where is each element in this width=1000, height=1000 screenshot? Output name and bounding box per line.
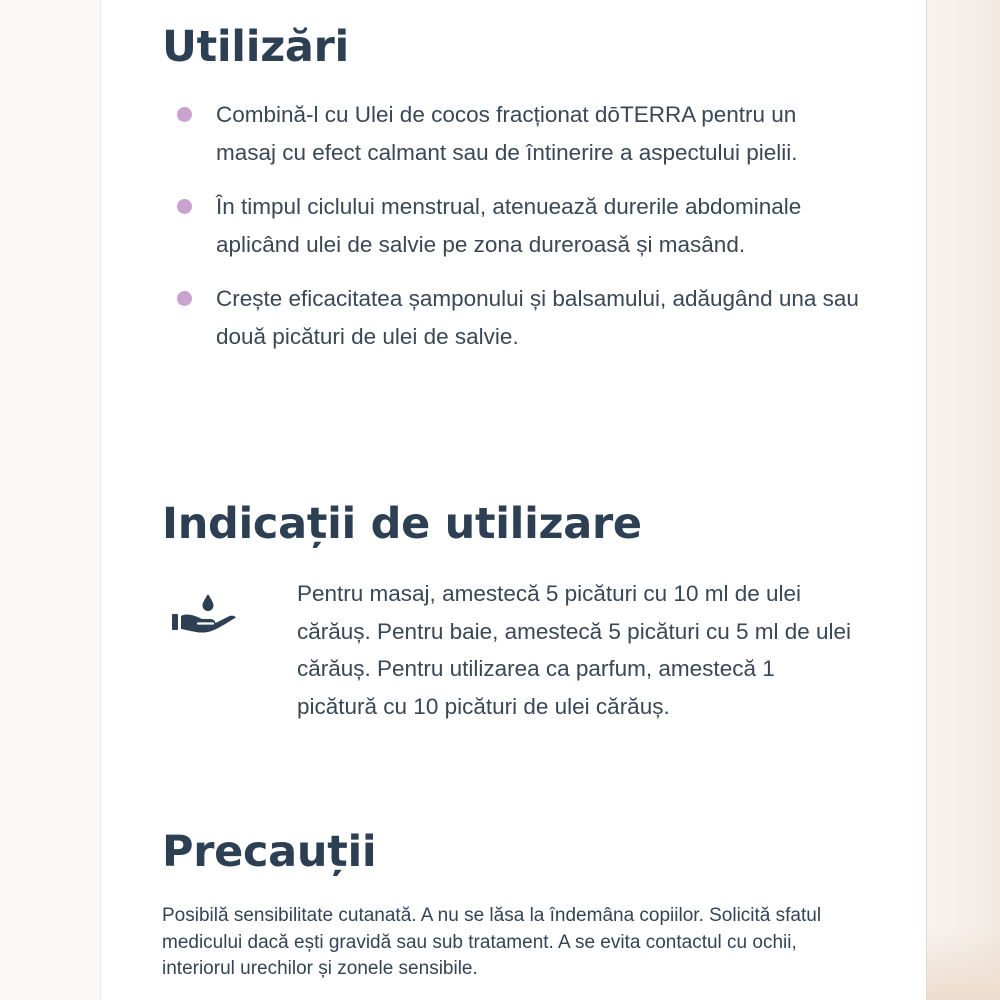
list-item-text: Combină-l cu Ulei de cocos fracționat dōTERRA pentru un masaj cu efect calmant sau de întinerire a aspectului pielii. [216, 102, 798, 165]
uses-title: Utilizări [162, 22, 349, 72]
cautions-title: Precauții [162, 827, 377, 877]
directions-title: Indicații de utilizare [162, 499, 642, 549]
bullet-dot [177, 107, 192, 122]
list-item-text: Crește eficacitatea șamponului și balsamului, adăugând una sau două picături de ulei de salvie. [216, 286, 859, 349]
list-item-text: În timpul ciclului menstrual, atenuează durerile abdominale aplicând ulei de salvie pe zona dureroasă și masând. [216, 194, 802, 257]
list-item [162, 96, 862, 171]
right-side-panel [927, 0, 1000, 1000]
bullet-dot [177, 291, 192, 306]
uses-list [162, 96, 862, 372]
list-item [162, 188, 862, 263]
bullet-dot [177, 199, 192, 214]
left-margin [0, 0, 100, 1000]
hand-drop-icon [168, 592, 240, 640]
cautions-text: Posibilă sensibilitate cutanată. A nu se lăsa la îndemâna copiilor. Solicită sfatul medicului dacă ești gravidă sau sub tratament. A se evita contactul cu ochii, interiorul urechilor și zonele sensibile. [162, 905, 822, 979]
right-side-panel-shade [927, 930, 1000, 1000]
list-item [162, 280, 862, 355]
directions-text: Pentru masaj, amestecă 5 picături cu 10 ml de ulei cărăuș. Pentru baie, amestecă 5 picături cu 5 ml de ulei cărăuș. Pentru utilizarea ca parfum, amestecă 1 picătură cu 10 picături de ulei cărăuș. [297, 581, 852, 719]
